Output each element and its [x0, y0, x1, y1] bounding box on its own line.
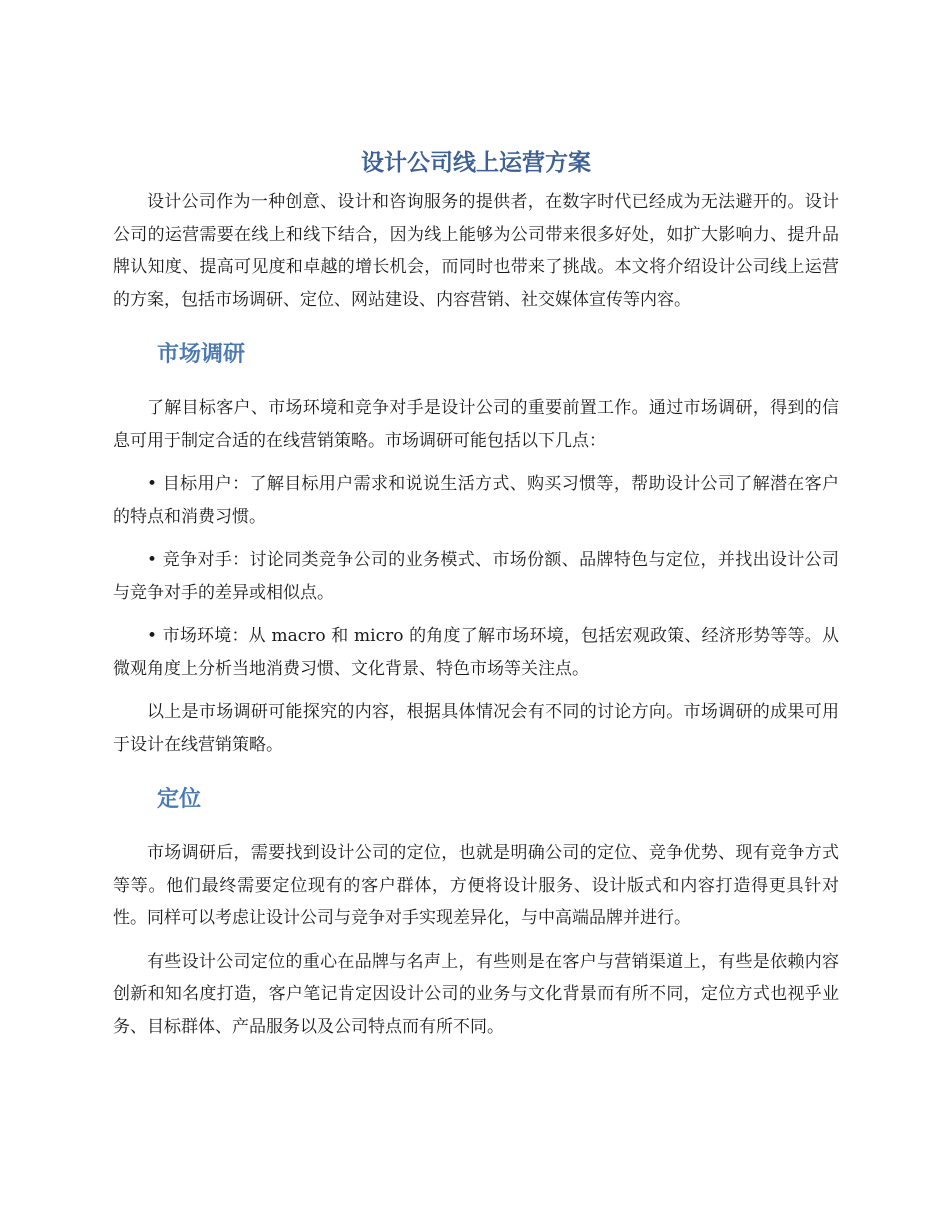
document-page [113, 146, 839, 1043]
market-research-summary: 以上是市场调研可能探究的内容，根据具体情况会有不同的讨论方向。市场调研的成果可用于设计在线营销策略。 [113, 702, 839, 755]
bullet-target-users: • 目标用户：了解目标用户需求和说说生活方式、购买习惯等，帮助设计公司了解潜在客户的特点和消费习惯。 [113, 474, 839, 527]
positioning-paragraph-2: 有些设计公司定位的重心在品牌与名声上，有些则是在客户与营销渠道上，有些是依赖内容创新和知名度打造，客户笔记肯定因设计公司的业务与文化背景而有所不同，定位方式也视乎业务、目标群体、产品服务以及公司特点而有所不同。 [113, 951, 839, 1037]
document-title: 设计公司线上运营方案 [361, 150, 591, 176]
positioning-paragraph: 市场调研后，需要找到设计公司的定位，也就是明确公司的定位、竞争优势、现有竞争方式等等。他们最终需要定位现有的客户群体，方便将设计服务、设计版式和内容打造得更具针对性。同样可以考虑让设计公司与竞争对手实现差异化，与中高端品牌并进行。 [113, 843, 839, 928]
bullet-competitors: • 竞争对手：讨论同类竞争公司的业务模式、市场份额、品牌特色与定位，并找出设计公司与竞争对手的差异或相似点。 [113, 550, 839, 603]
section-heading-positioning: 定位 [157, 787, 202, 812]
market-research-paragraph: 了解目标客户、市场环境和竞争对手是设计公司的重要前置工作。通过市场调研，得到的信息可用于制定合适的在线营销策略。市场调研可能包括以下几点： [113, 398, 839, 451]
bullet-market-environment: • 市场环境：从 macro 和 micro 的角度了解市场环境，包括宏观政策、经济形势等等。从微观角度上分析当地消费习惯、文化背景、特色市场等关注点。 [113, 626, 839, 679]
section-heading-market-research: 市场调研 [157, 342, 246, 367]
intro-paragraph: 设计公司作为一种创意、设计和咨询服务的提供者，在数字时代已经成为无法避开的。设计公司的运营需要在线上和线下结合，因为线上能够为公司带来很多好处，如扩大影响力、提升品牌认知度、提高可见度和卓越的增长机会，而同时也带来了挑战。本文将介绍设计公司线上运营的方案，包括市场调研、定位、网站建设、内容营销、社交媒体宣传等内容。 [113, 192, 839, 310]
